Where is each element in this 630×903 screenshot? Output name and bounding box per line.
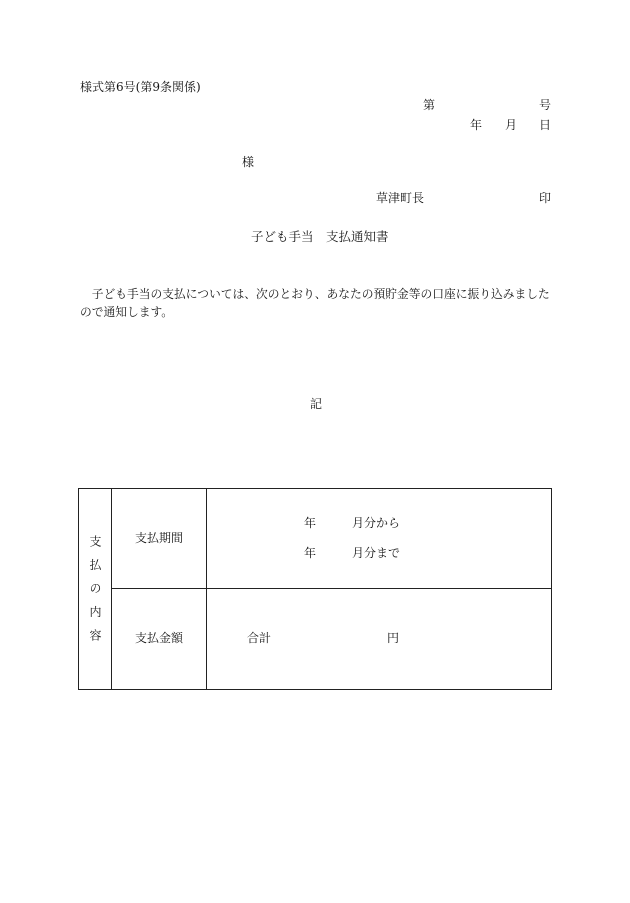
table-group-label: 支払の内容 [88, 535, 102, 653]
period-to-month-label: 月分まで [352, 546, 401, 560]
document-title: 子ども手当 支払通知書 [251, 229, 389, 244]
seal-mark: 印 [539, 191, 552, 205]
table-row-divider [111, 588, 551, 589]
issuer-name: 草津町長 [376, 191, 425, 205]
body-paragraph: 子ども手当の支払については、次のとおり、あなたの預貯金等の口座に振り込みましたので通知します。 [80, 287, 550, 319]
amount-total-label: 合計 [247, 631, 272, 645]
period-label: 支払期間 [134, 531, 183, 545]
date-day-label: 日 [539, 118, 552, 132]
amount-label: 支払金額 [134, 631, 183, 645]
period-from-month-label: 月分から [352, 516, 401, 530]
note-heading: 記 [310, 397, 323, 411]
period-to-year-label: 年 [304, 546, 317, 560]
amount-unit-label: 円 [387, 631, 400, 645]
form-number: 様式第6号(第9条関係) [80, 80, 201, 94]
document-number-prefix: 第 [423, 98, 436, 112]
recipient-honorific: 様 [242, 155, 255, 169]
date-year-label: 年 [470, 118, 483, 132]
period-from-year-label: 年 [304, 516, 317, 530]
date-month-label: 月 [505, 118, 518, 132]
document-number-suffix: 号 [539, 98, 552, 112]
table-group-cell [79, 535, 111, 655]
